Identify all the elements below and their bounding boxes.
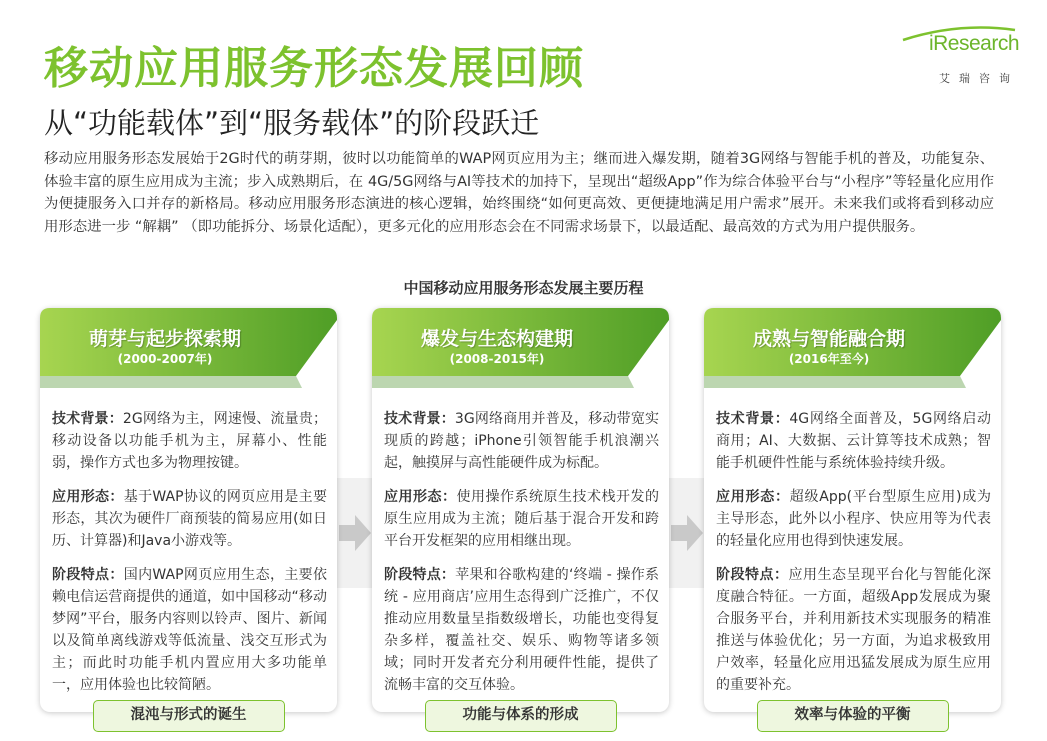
section-text: 基于WAP协议的网页应用是主要形态，其次为硬件厂商预装的简易应用(如日历、计算器)和Java小游戏等。 [52, 489, 327, 549]
phase-tag: 功能与体系的形成 [425, 700, 617, 732]
timeline-title: 中国移动应用服务形态发展主要历程 [403, 279, 644, 297]
phase-card [40, 308, 337, 712]
section-label: 技术背景： [52, 411, 123, 427]
section-label: 应用形态： [52, 489, 124, 505]
logo-wordmark: iResearch [928, 32, 1019, 55]
section-label: 阶段特点： [716, 567, 789, 583]
section-tech [52, 408, 327, 474]
section-label: 技术背景： [384, 411, 455, 427]
section-text: 3G网络商用并普及，移动带宽实现质的跨越；iPhone引领智能手机浪潮兴起，触摸屏与高性能硬件成为标配。 [384, 411, 659, 471]
section-features [384, 564, 659, 696]
phase-card [704, 308, 1001, 712]
phase-column-2 [372, 308, 669, 724]
phase-arrow-1 [337, 478, 373, 588]
section-text: 国内WAP网页应用生态，主要依赖电信运营商提供的通道，如中国移动“移动梦网”平台，服务内容则以铃声、图片、新闻以及简单离线游戏等低流量、浅交互形式为主；而此时功能手机内置应用大多功能单一，应用体验也比较简陋。 [52, 567, 327, 693]
phase-sections [52, 408, 327, 708]
page-title: 移动应用服务形态发展回顾 [44, 43, 584, 94]
phase-name: 成熟与智能融合期 [752, 328, 905, 350]
section-label: 阶段特点： [384, 567, 456, 583]
phase-tag: 混沌与形式的诞生 [93, 700, 285, 732]
section-form [52, 486, 327, 552]
intro-paragraph: 移动应用服务形态发展始于2G时代的萌芽期，彼时以功能简单的WAP网页应用为主；继而进入爆发期，随着3G网络与智能手机的普及，功能复杂、体验丰富的原生应用成为主流；步入成熟期后，在 4G/5G网络与AI等技术的加持下，呈现出“超级App”作为综合体验平台与“小程序”等轻量化应用作为便捷服务入口并存的新格局。移动应用服务形态演进的核心逻辑，始终围绕“如何更高效、更便捷地满足用户需求”展开。未来我们或将看到移动应用形态进一步 “解耦” （即功能拆分、场景化适配），更多元化的应用形态会在不同需求场景下，以最适配、最高效的方式为用户提供服务。 [44, 151, 994, 235]
section-label: 技术背景： [716, 411, 790, 427]
iresearch-logo [899, 26, 1019, 86]
phase-sections [716, 408, 991, 708]
phase-years: (2008-2015年) [449, 352, 545, 366]
section-text: 使用操作系统原生技术栈开发的原生应用成为主流；随后基于混合开发和跨平台开发框架的应用相继出现。 [384, 489, 659, 549]
phase-sections [384, 408, 659, 708]
phase-tag: 效率与体验的平衡 [757, 700, 949, 732]
phase-arrow-2 [669, 478, 705, 588]
section-tech [384, 408, 659, 474]
section-text: 苹果和谷歌构建的‘终端 - 操作系统 - 应用商店’应用生态得到广泛推广，不仅推动应用数量呈指数级增长，功能也变得复杂多样，覆盖社交、娱乐、购物等诸多领域；同时开发者充分利用硬件性能，提供了流畅丰富的交互体验。 [384, 567, 660, 693]
section-text: 2G网络为主，网速慢、流量贵；移动设备以功能手机为主，屏幕小、性能弱，操作方式也多为物理按键。 [52, 411, 327, 471]
arrow-right-icon [669, 513, 705, 553]
phase-years: (2016年至今) [788, 352, 870, 366]
section-label: 阶段特点： [52, 567, 124, 583]
section-form [384, 486, 659, 552]
logo-subtitle: 艾瑞咨询 [939, 72, 1019, 85]
section-text: 超级App(平台型原生应用)成为主导形态，此外以小程序、快应用等为代表的轻量化应用也得到快速发展。 [716, 489, 992, 549]
page-subtitle: 从“功能载体”到“服务载体”的阶段跃迁 [44, 106, 540, 140]
section-tech [716, 408, 991, 474]
section-features [52, 564, 327, 696]
phase-column-1 [40, 308, 337, 724]
section-form [716, 486, 991, 552]
phase-name: 爆发与生态构建期 [420, 328, 573, 350]
phase-column-3 [704, 308, 1001, 724]
section-label: 应用形态： [384, 489, 457, 505]
phase-card [372, 308, 669, 712]
section-label: 应用形态： [716, 489, 790, 505]
section-features [716, 564, 991, 696]
section-text: 应用生态呈现平台化与智能化深度融合特征。一方面，超级App发展成为聚合服务平台，并利用新技术实现服务的精准推送与体验优化；另一方面，为追求极致用户效率，轻量化应用迅猛发展成为原生应用的重要补充。 [716, 567, 991, 693]
section-text: 4G网络全面普及，5G网络启动商用；AI、大数据、云计算等技术成熟；智能手机硬件性能与系统体验持续升级。 [716, 411, 992, 471]
phase-name: 萌芽与起步探索期 [88, 328, 241, 350]
phase-years: (2000-2007年) [117, 352, 213, 366]
arrow-right-icon [337, 513, 373, 553]
